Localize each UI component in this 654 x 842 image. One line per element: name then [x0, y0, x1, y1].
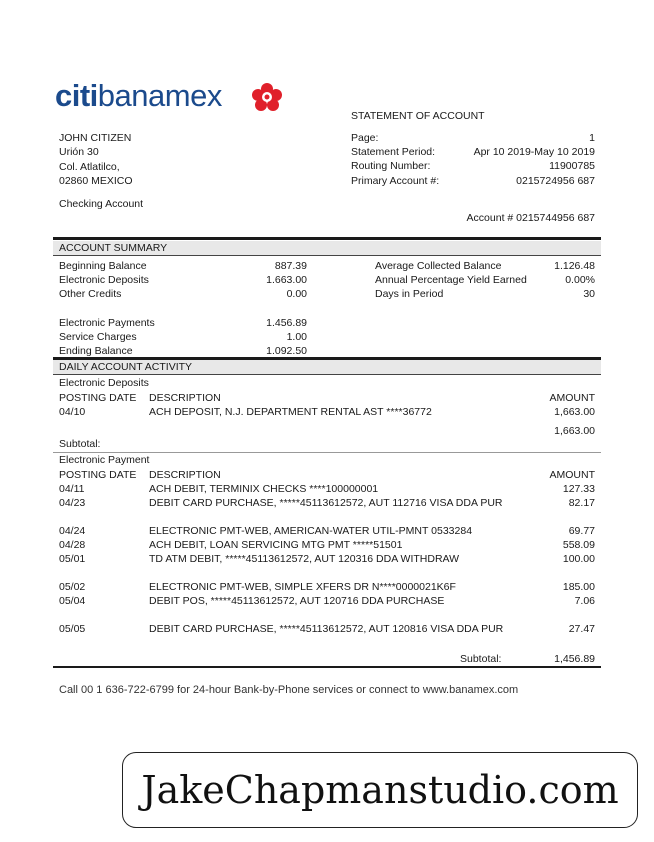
account-summary-header — [53, 241, 601, 256]
row-date: 05/04 — [59, 595, 86, 607]
row-date: 04/10 — [59, 406, 86, 418]
row-date: 04/28 — [59, 539, 86, 551]
statement-meta — [351, 131, 595, 188]
row-description: ACH DEBIT, TERMINIX CHECKS ****100000001 — [149, 483, 379, 495]
table-row — [59, 538, 595, 552]
period-value: Apr 10 2019-May 10 2019 — [473, 146, 595, 159]
row-date: 04/23 — [59, 497, 86, 509]
col-amount: AMOUNT — [549, 469, 595, 481]
divider-line — [53, 452, 601, 453]
statement-title: STATEMENT OF ACCOUNT — [351, 110, 485, 122]
section-divider — [53, 666, 601, 668]
row-amount: 558.09 — [562, 539, 595, 551]
row-date: 05/05 — [59, 623, 86, 635]
payments-subtotal-label: Subtotal: — [460, 653, 502, 665]
payments-subtotal-value: 1,456.89 — [554, 653, 595, 665]
daily-activity-title: DAILY ACCOUNT ACTIVITY — [59, 361, 193, 373]
summary-value: 30 — [583, 288, 595, 300]
row-description: ACH DEPOSIT, N.J. DEPARTMENT RENTAL AST ****36772 — [149, 406, 432, 418]
row-date: 04/24 — [59, 525, 86, 537]
logo-banamex-text: banamex — [97, 78, 222, 113]
row-amount: 82.17 — [568, 497, 595, 509]
summary-label: Electronic Deposits — [59, 274, 149, 286]
row-description: ELECTRONIC PMT-WEB, AMERICAN-WATER UTIL-PMNT 0533284 — [149, 525, 473, 537]
table-row — [59, 482, 595, 496]
summary-label: Average Collected Balance — [375, 260, 502, 272]
table-row — [59, 622, 595, 636]
summary-label: Other Credits — [59, 288, 122, 300]
row-amount: 7.06 — [574, 595, 595, 607]
summary-label: Service Charges — [59, 331, 137, 343]
col-posting-date: POSTING DATE — [59, 469, 137, 481]
footer-note: Call 00 1 636-722-6799 for 24-hour Bank-by-Phone services or connect to www.banamex.com — [59, 684, 519, 696]
bank-logo — [55, 80, 222, 112]
table-row — [59, 405, 595, 419]
routing-value: 11900785 — [549, 160, 595, 173]
row-date: 05/02 — [59, 581, 86, 593]
primary-account-label: Primary Account #: — [351, 174, 440, 187]
section-divider — [53, 237, 601, 240]
table-row — [59, 552, 595, 566]
row-date: 05/01 — [59, 553, 86, 565]
customer-address — [59, 131, 133, 188]
table-header — [59, 391, 595, 405]
table-row — [59, 594, 595, 608]
row-amount: 185.00 — [562, 581, 595, 593]
primary-account-value: 0215724956 687 — [516, 174, 595, 187]
deposits-heading: Electronic Deposits — [59, 377, 149, 389]
summary-label: Days in Period — [375, 288, 444, 300]
row-date: 04/11 — [59, 483, 85, 495]
summary-value: 1.663.00 — [266, 274, 307, 286]
col-posting-date: POSTING DATE — [59, 392, 137, 404]
row-amount: 100.00 — [562, 553, 595, 565]
summary-value: 1.456.89 — [266, 317, 307, 329]
account-type: Checking Account — [59, 198, 144, 210]
summary-label: Electronic Payments — [59, 317, 155, 329]
watermark-box — [122, 752, 638, 828]
account-summary-title: ACCOUNT SUMMARY — [59, 242, 168, 254]
deposits-table — [59, 391, 595, 419]
deposits-total: 1,663.00 — [554, 425, 595, 437]
page-value: 1 — [589, 132, 595, 144]
table-row — [59, 580, 595, 594]
row-amount: 27.47 — [568, 623, 595, 635]
period-label: Statement Period: — [351, 146, 436, 159]
summary-value: 1.126.48 — [554, 260, 595, 272]
account-number: Account # 0215744956 687 — [466, 212, 595, 224]
watermark-text: JakeChapmanstudio.com — [141, 768, 619, 812]
row-description: ACH DEBIT, LOAN SERVICING MTG PMT *****51501 — [149, 539, 403, 551]
col-description: DESCRIPTION — [149, 469, 221, 481]
summary-label: Ending Balance — [59, 345, 133, 357]
summary-value: 0.00 — [286, 288, 307, 300]
table-row — [59, 524, 595, 538]
payments-table — [59, 468, 595, 636]
customer-name: JOHN CITIZEN — [59, 132, 132, 144]
banamex-flower-icon — [251, 82, 283, 112]
logo-citi-text: citi — [55, 78, 98, 113]
col-amount: AMOUNT — [549, 392, 595, 404]
summary-label: Beginning Balance — [59, 260, 147, 272]
row-amount: 1,663.00 — [554, 406, 595, 418]
row-description: ELECTRONIC PMT-WEB, SIMPLE XFERS DR N****0000021K6F — [149, 581, 456, 593]
address-line-2: Col. Atlatilco, — [59, 160, 120, 173]
address-line-3: 02860 MEXICO — [59, 174, 133, 187]
table-row — [59, 496, 595, 510]
row-amount: 127.33 — [562, 483, 595, 495]
address-line-1: Urión 30 — [59, 146, 99, 159]
summary-right — [375, 259, 595, 301]
summary-left-2 — [59, 316, 307, 358]
summary-value: 0.00% — [565, 274, 595, 286]
row-description: TD ATM DEBIT, *****45113612572, AUT 120316 DDA WITHDRAW — [149, 553, 460, 565]
page-label: Page: — [351, 132, 379, 144]
daily-activity-header — [53, 360, 601, 375]
routing-label: Routing Number: — [351, 160, 431, 173]
payments-heading: Electronic Payment — [59, 454, 150, 466]
summary-label: Annual Percentage Yield Earned — [375, 274, 527, 286]
table-header — [59, 468, 595, 482]
deposits-subtotal-label: Subtotal: — [59, 438, 101, 450]
summary-value: 887.39 — [274, 260, 307, 272]
col-description: DESCRIPTION — [149, 392, 221, 404]
row-amount: 69.77 — [568, 525, 595, 537]
summary-value: 1.092.50 — [266, 345, 307, 357]
row-description: DEBIT POS, *****45113612572, AUT 120716 DDA PURCHASE — [149, 595, 445, 607]
summary-value: 1.00 — [286, 331, 307, 343]
row-description: DEBIT CARD PURCHASE, *****45113612572, AUT 112716 VISA DDA PUR — [149, 497, 503, 509]
row-description: DEBIT CARD PURCHASE, *****45113612572, AUT 120816 VISA DDA PUR — [149, 623, 504, 635]
summary-left — [59, 259, 307, 301]
